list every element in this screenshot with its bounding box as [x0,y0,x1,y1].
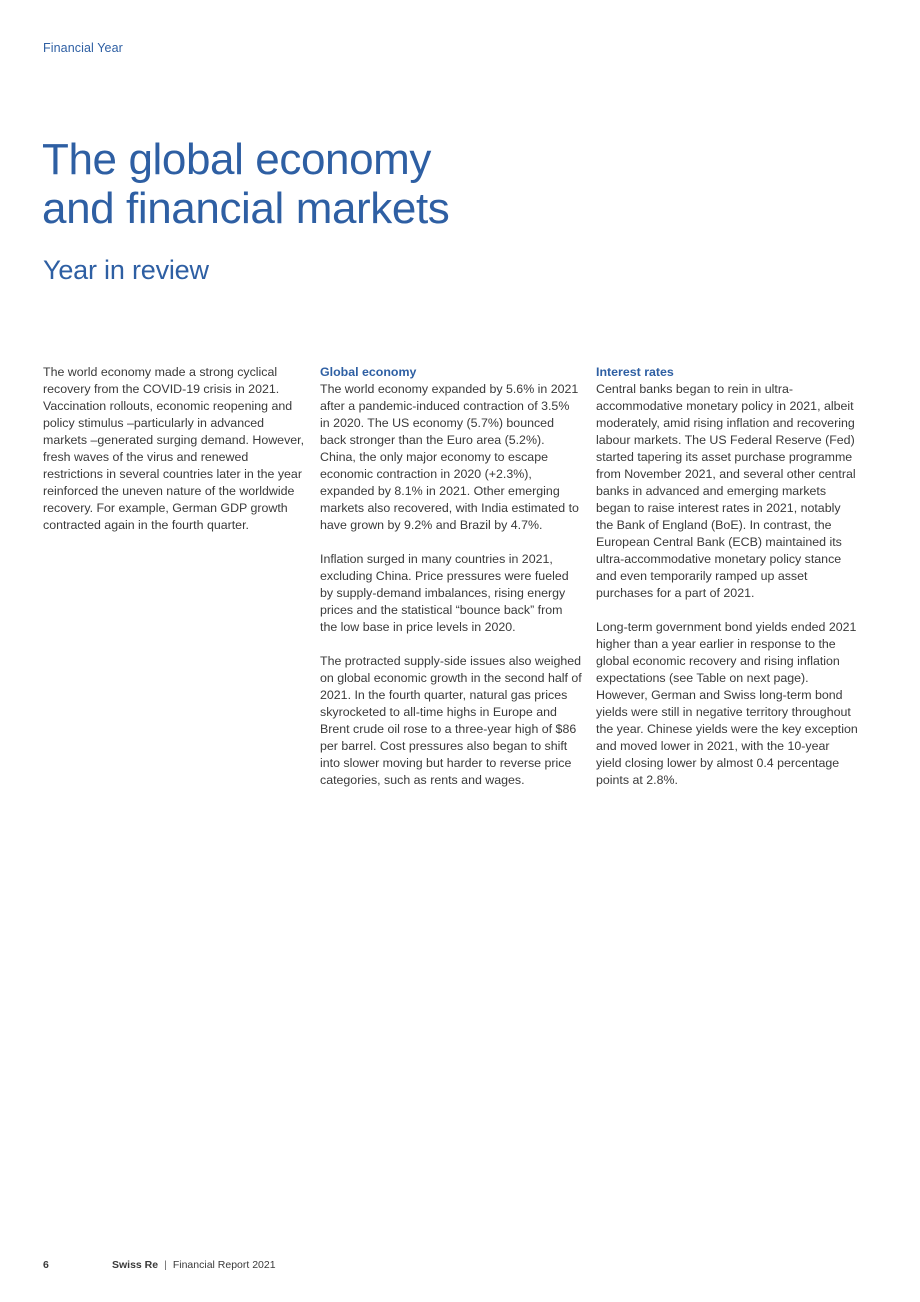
global-economy-column [320,364,582,806]
interest-rates-column [596,364,858,806]
page-subtitle: Year in review [43,255,209,285]
global-economy-paragraph: The protracted supply-side issues also weighed on global economic growth in the second half of 2021. In the fourth quarter, natural gas prices skyrocketed to all-time highs in Europe and Brent crude oil rose to a three-year high of $86 per barrel. Cost pressures also began to shift into slower moving but harder to reverse price categories, such as rents and wages. [320,654,582,787]
footer-separator: | [164,1259,167,1271]
footer-report-title: Financial Report 2021 [172,1259,276,1271]
section-label: Financial Year [43,41,123,55]
global-economy-paragraph: The world economy expanded by 5.6% in 2021 after a pandemic-induced contraction of 3.5% in 2020. The US economy (5.7%) bounced back stronger than the Euro area (5.2%). China, the only major economy to escape economic contraction in 2020 (+2.3%), expanded by 8.1% in 2021. Other emerging markets also recovered, with India estimated to have grown by 9.2% and Brazil by 4.7%. [320,382,579,532]
page-footer [43,1258,276,1272]
intro-paragraph: The world economy made a strong cyclical recovery from the COVID-19 crisis in 2021. Vaccination rollouts, economic reopening and policy stimulus –particularly in advanced markets –generated surging demand. However, fresh waves of the virus and renewed restrictions in several countries later in the year reinforced the uneven nature of the worldwide recovery. For example, German GDP growth contracted again in the fourth quarter. [43,365,305,532]
interest-rates-paragraph: Central banks began to rein in ultra-accommodative monetary policy in 2021, albeit moderately, amid rising inflation and recovering labour markets. The US Federal Reserve (Fed) started tapering its asset purchase programme from November 2021, and several other central banks in advanced and emerging markets began to raise interest rates in 2021, notably the Bank of England (BoE). In contrast, the European Central Bank (ECB) maintained its ultra-accommodative monetary policy stance and even temporarily ramped up asset purchases for a part of 2021. [596,382,856,600]
page-title [42,135,562,233]
page-title-line-2: and financial markets [42,184,450,233]
interest-rates-heading: Interest rates [596,365,674,379]
global-economy-heading: Global economy [320,365,417,379]
intro-column [43,364,305,551]
global-economy-paragraph: Inflation surged in many countries in 2021, excluding China. Price pressures were fueled by supply-demand imbalances, rising energy prices and the statistical “bounce back” from the low base in price levels in 2020. [320,552,569,634]
footer-brand: Swiss Re [112,1259,159,1271]
page-number: 6 [43,1259,49,1271]
interest-rates-paragraph: Long-term government bond yields ended 2021 higher than a year earlier in response to the global economic recovery and rising inflation expectations (see Table on next page). However, German and Swiss long-term bond yields were still in negative territory throughout the year. Chinese yields were the key exception and moved lower in 2021, with the 10-year yield closing lower by almost 0.4 percentage points at 2.8%. [596,620,858,787]
page-title-line-1: The global economy [42,135,432,184]
